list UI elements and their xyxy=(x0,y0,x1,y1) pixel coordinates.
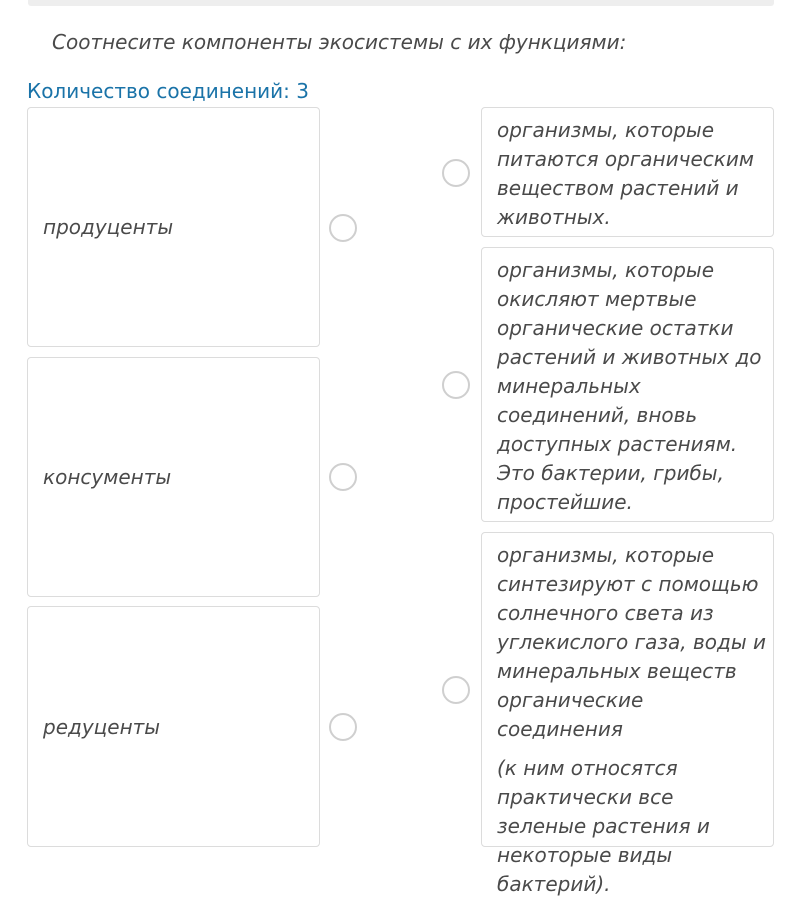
left-item-label: продуценты xyxy=(43,215,174,239)
left-connector-radio-producers[interactable] xyxy=(329,214,357,242)
right-connector-radio-3[interactable] xyxy=(442,676,470,704)
question-text: Соотнесите компоненты экосистемы с их функциями: xyxy=(52,30,627,54)
left-item-decomposers[interactable] xyxy=(27,606,320,847)
right-connector-radio-1[interactable] xyxy=(442,159,470,187)
left-item-label: редуценты xyxy=(43,714,161,739)
connections-count: Количество соединений: 3 xyxy=(27,79,310,103)
top-divider xyxy=(28,0,774,6)
right-item-text: организмы, которые питаются органическим веществом растений и животных. xyxy=(497,118,754,229)
right-item-3[interactable] xyxy=(481,532,774,896)
right-item-2[interactable] xyxy=(481,247,774,522)
right-connector-radio-2[interactable] xyxy=(442,371,470,399)
right-item-text: организмы, которые синтезируют с помощью солнечного света из углекислого газа, воды и минеральных веществ органические соединения xyxy=(497,543,766,741)
left-item-producers[interactable] xyxy=(27,107,320,347)
right-item-1[interactable] xyxy=(481,107,774,237)
left-connector-radio-consumers[interactable] xyxy=(329,463,357,491)
left-item-label: консументы xyxy=(43,465,172,489)
right-item-note: (к ним относятся практически все зеленые растения и некоторые виды бактерий). xyxy=(497,756,710,896)
right-item-text: организмы, которые окисляют мертвые органические остатки растений и животных до минеральных соединений, вновь доступных растениям. Это бактерии, грибы, простейшие. xyxy=(497,258,762,514)
left-item-consumers[interactable] xyxy=(27,357,320,597)
left-connector-radio-decomposers[interactable] xyxy=(329,713,357,741)
